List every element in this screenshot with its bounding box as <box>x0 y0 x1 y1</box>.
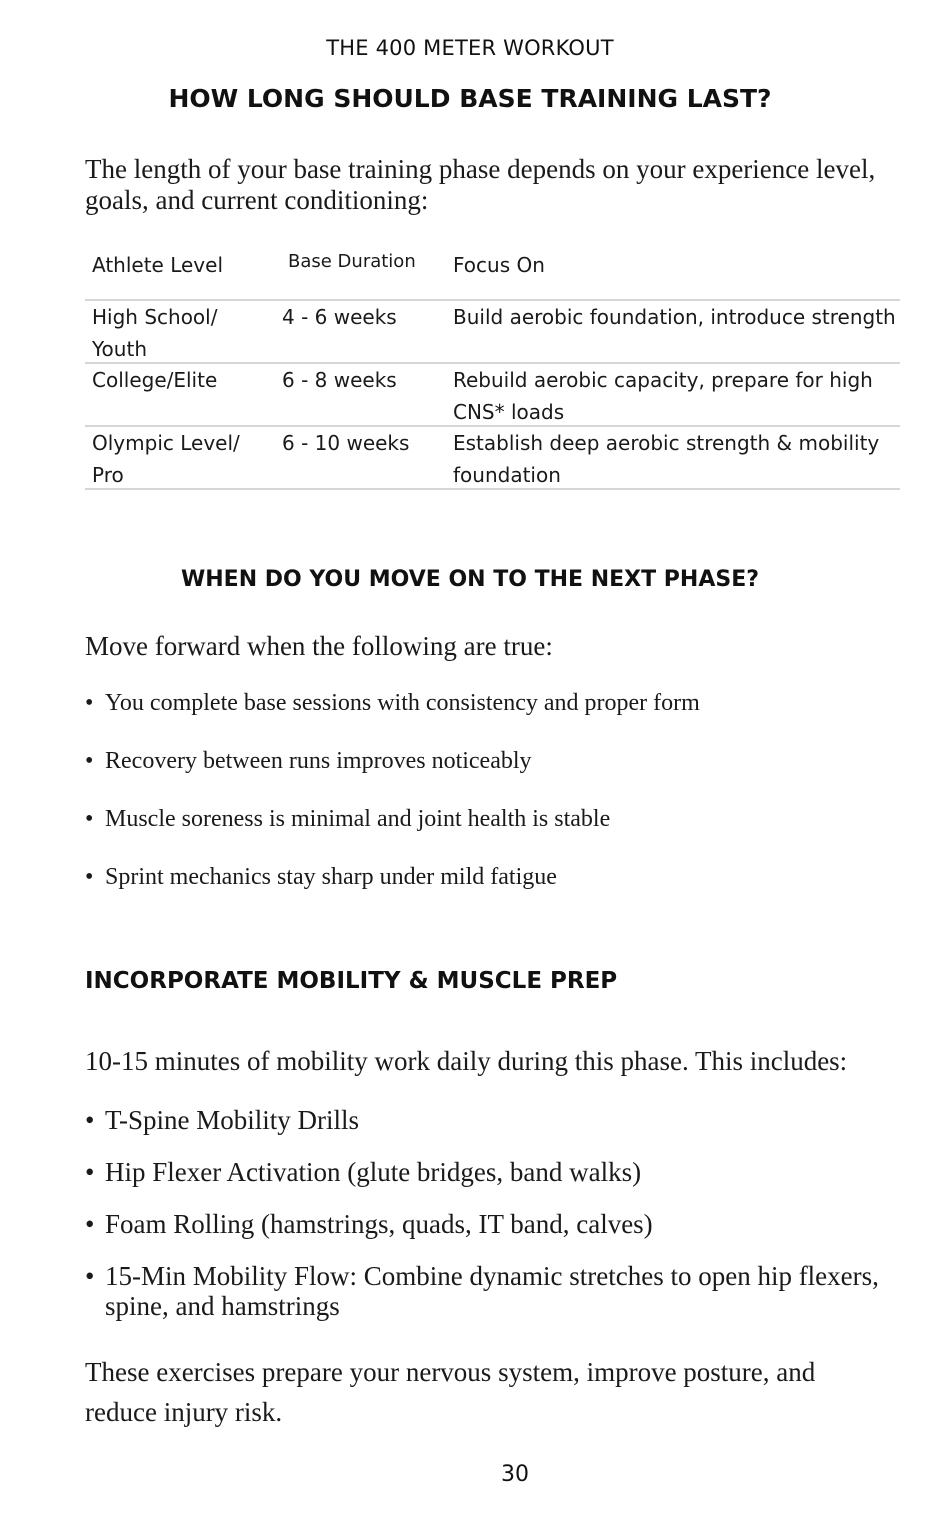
list-item-text: T-Spine Mobility Drills <box>105 1105 360 1135</box>
bullet-icon: • <box>85 864 94 890</box>
list-item <box>85 1209 915 1239</box>
table-header-focus-on: Focus On <box>453 253 545 277</box>
base-training-intro: The length of your base training phase depends on your experience level, goals, and current conditioning: <box>85 154 876 215</box>
table-cell-base-duration: 6 - 8 weeks <box>282 368 397 392</box>
bullet-icon: • <box>85 748 94 774</box>
bullet-icon: • <box>85 1209 95 1239</box>
list-item <box>85 690 915 748</box>
section-title-next-phase: WHEN DO YOU MOVE ON TO THE NEXT PHASE? <box>180 567 759 592</box>
list-item <box>85 1157 915 1187</box>
table-row <box>85 301 900 364</box>
table-row <box>85 364 900 427</box>
list-item-text: Muscle soreness is minimal and joint health is stable <box>105 806 611 832</box>
list-item-text: Hip Flexer Activation (glute bridges, band walks) <box>105 1157 642 1187</box>
table-cell-base-duration: 6 - 10 weeks <box>282 431 410 455</box>
page-number: 30 <box>501 1462 529 1487</box>
bullet-icon: • <box>85 806 94 832</box>
mobility-closing: These exercises prepare your nervous system, improve posture, and reduce injury risk. <box>85 1357 816 1427</box>
list-item <box>85 1105 915 1135</box>
list-item-text: You complete base sessions with consistency and proper form <box>105 690 700 716</box>
table-cell-focus-on: Establish deep aerobic strength & mobility foundation <box>453 431 880 487</box>
next-phase-list <box>85 690 915 922</box>
list-item <box>85 748 915 806</box>
table-cell-athlete-level: High School/ Youth <box>92 305 218 361</box>
mobility-list <box>85 1105 915 1343</box>
list-item-text: Sprint mechanics stay sharp under mild fatigue <box>105 864 557 890</box>
list-item-text: Recovery between runs improves noticeably <box>105 748 532 774</box>
list-item <box>85 806 915 864</box>
base-duration-table <box>85 245 900 490</box>
list-item-text: Foam Rolling (hamstrings, quads, IT band, calves) <box>105 1209 653 1239</box>
table-header-base-duration: Base Duration <box>288 251 416 272</box>
section-title-base-training: HOW LONG SHOULD BASE TRAINING LAST? <box>168 84 772 113</box>
list-item <box>85 1261 915 1321</box>
bullet-icon: • <box>85 1105 95 1135</box>
bullet-icon: • <box>85 1157 95 1187</box>
mobility-intro: 10-15 minutes of mobility work daily during this phase. This includes: <box>85 1046 848 1076</box>
table-row <box>85 427 900 490</box>
table-cell-athlete-level: College/Elite <box>92 368 218 392</box>
table-header-athlete-level: Athlete Level <box>92 253 224 277</box>
next-phase-intro: Move forward when the following are true: <box>85 631 553 661</box>
bullet-icon: • <box>85 1261 95 1291</box>
list-item <box>85 864 915 922</box>
running-head: THE 400 METER WORKOUT <box>326 36 614 60</box>
table-cell-base-duration: 4 - 6 weeks <box>282 305 397 329</box>
table-header-row <box>85 245 900 301</box>
bullet-icon: • <box>85 690 94 716</box>
table-cell-focus-on: Rebuild aerobic capacity, prepare for high CNS* loads <box>453 368 873 424</box>
table-cell-athlete-level: Olympic Level/ Pro <box>92 431 240 487</box>
table-cell-focus-on: Build aerobic foundation, introduce strength <box>453 305 896 329</box>
list-item-text: 15-Min Mobility Flow: Combine dynamic stretches to open hip flexers, spine, and hamstrings <box>105 1261 879 1321</box>
section-title-mobility: INCORPORATE MOBILITY & MUSCLE PREP <box>85 968 618 994</box>
